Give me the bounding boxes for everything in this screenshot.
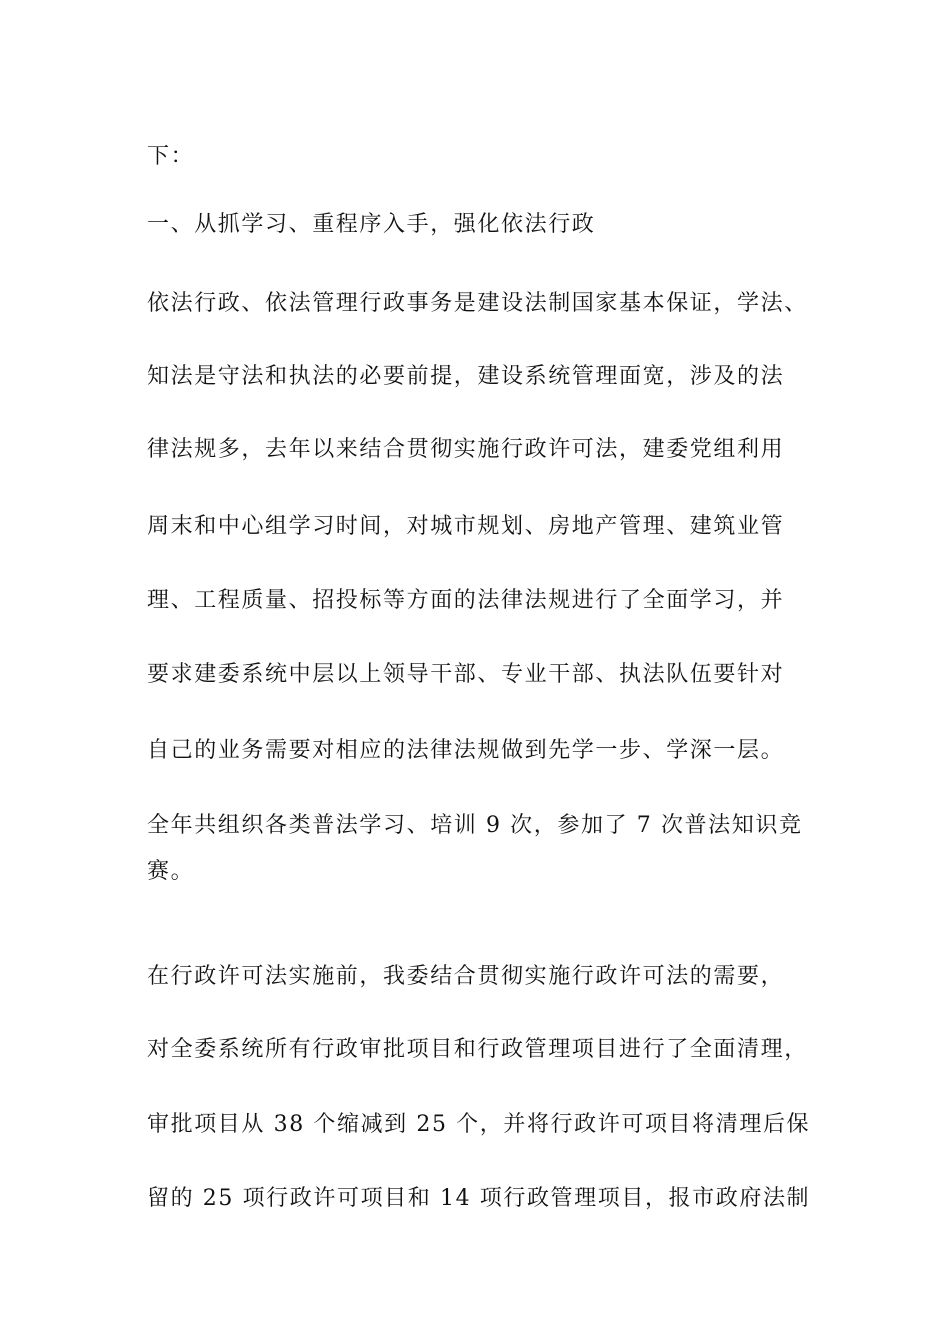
- text-line: 赛。: [147, 859, 195, 884]
- text-line: 知法是守法和执法的必要前提，建设系统管理面宽，涉及的法: [147, 364, 785, 389]
- text-line: 全年共组织各类普法学习、培训 9 次，参加了 7 次普法知识竞: [147, 813, 803, 838]
- text-line: 要求建委系统中层以上领导干部、专业干部、执法队伍要针对: [147, 662, 785, 687]
- text-line: 下：: [147, 144, 195, 169]
- text-line: 周末和中心组学习时间，对城市规划、房地产管理、建筑业管: [147, 514, 785, 539]
- text-line: 自己的业务需要对相应的法律法规做到先学一步、学深一层。: [147, 738, 785, 763]
- text-line: 依法行政、依法管理行政事务是建设法制国家基本保证，学法、: [147, 291, 808, 316]
- text-line: 审批项目从 38 个缩减到 25 个，并将行政许可项目将清理后保: [147, 1112, 811, 1137]
- section-heading: 一、从抓学习、重程序入手，强化依法行政: [147, 212, 596, 237]
- text-line: 在行政许可法实施前，我委结合贯彻实施行政许可法的需要，: [147, 964, 785, 989]
- text-line: 理、工程质量、招投标等方面的法律法规进行了全面学习，并: [147, 588, 785, 613]
- text-line: 留的 25 项行政许可项目和 14 项行政管理项目，报市政府法制: [147, 1186, 811, 1211]
- text-line: 律法规多，去年以来结合贯彻实施行政许可法，建委党组利用: [147, 437, 785, 462]
- text-line: 对全委系统所有行政审批项目和行政管理项目进行了全面清理，: [147, 1037, 808, 1062]
